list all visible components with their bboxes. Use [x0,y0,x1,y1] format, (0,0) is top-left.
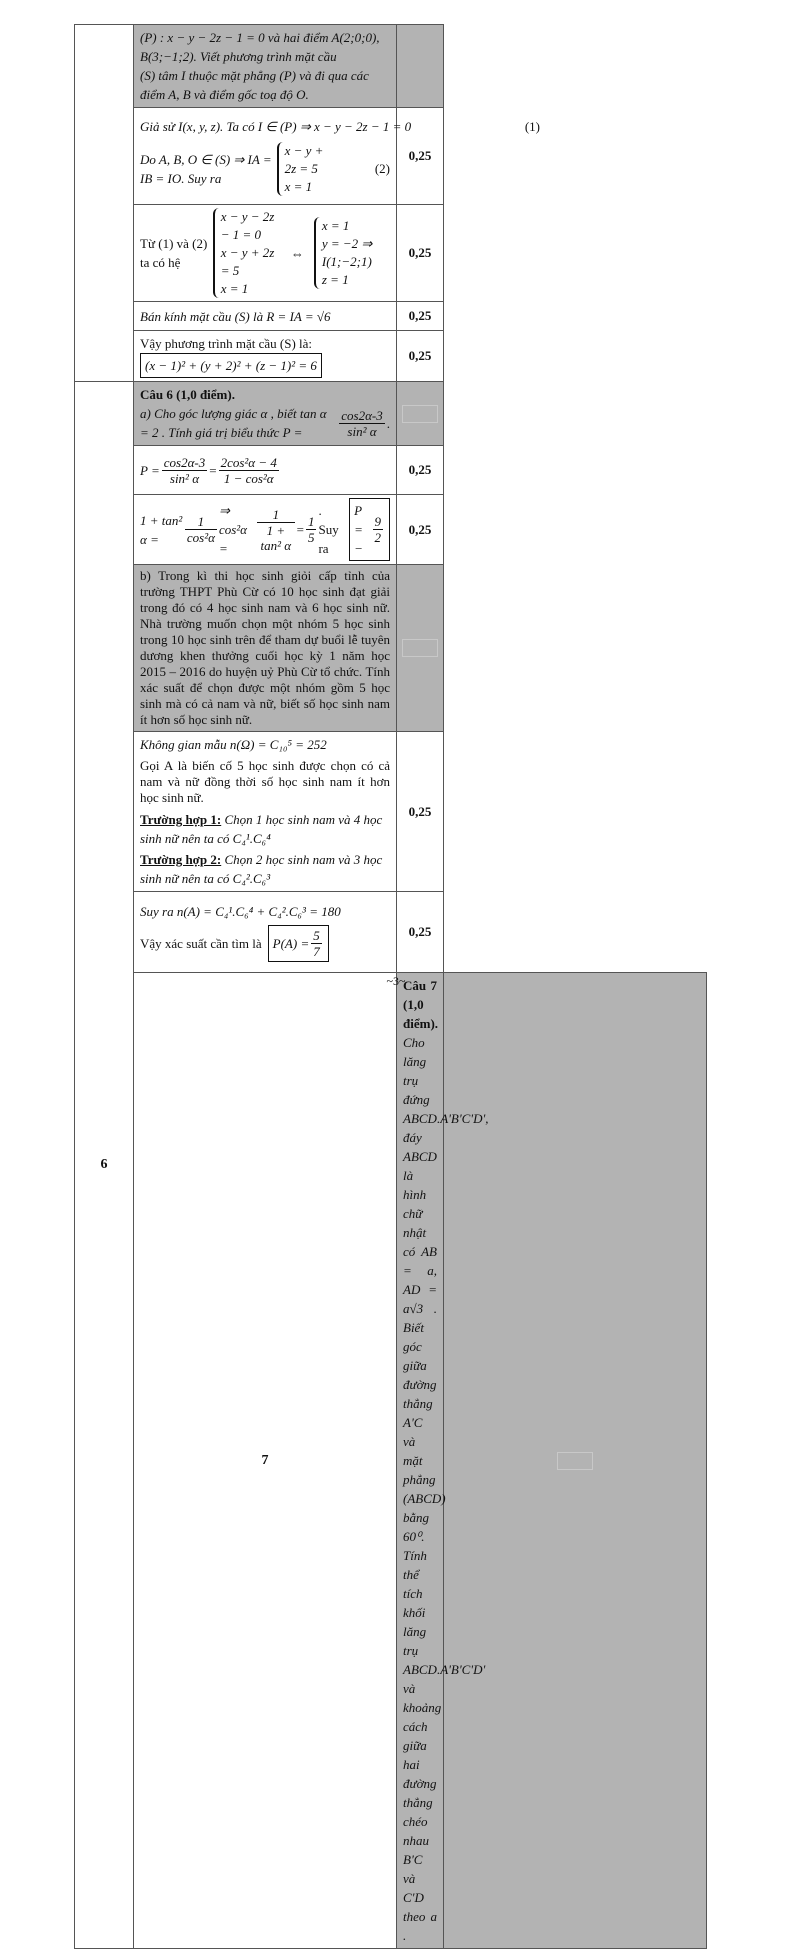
q5-step1-tag2: (2) [374,161,390,176]
q5-step2-system-a-eq1: x − y − 2z − 1 = 0 [220,209,275,242]
q5-step4-score: 0,25 [397,331,444,382]
q6-probability-num: 5 [313,928,320,943]
q5-step2-row [75,205,707,302]
q6-event-count: Suy ra n(A) = C₄¹.C₆⁴ + C₄².C₆³ = 180 [140,904,341,919]
q5-step3-score: 0,25 [397,302,444,331]
q5-step2-system-a-eq2: x − y + 2z = 5 [220,245,275,278]
q6-part-a-fraction-den: sin² α [347,423,377,439]
q6-part-b-prompt-row [75,565,707,732]
q5-step1-system [277,142,331,196]
q6-probability-den: 7 [313,944,320,959]
q6-probability-answer-box [268,925,329,962]
q6-b1-score: 0,25 [397,732,444,892]
q6-a2-fraction3-den: 5 [307,530,315,545]
q5-step1-tag1: (1) [524,118,540,134]
q5-step2-equivalence: ⇔ [290,245,304,261]
q5-step2-intro: Từ (1) và (2) ta có hệ [140,236,208,270]
q5-prompt-cell [134,25,397,108]
q7-prompt: Cho lăng trụ đứng ABCD.A'B'C'D', đáy ABCD là hình chữ nhật có AB = a, AD = a√3 . Biết góc giữa đường thẳng A'C và mặt phẳng (ABCD) bằng 60⁰. Tính thể tích khối lăng trụ ABCD.A'B'C'D' và khoảng cách giữa hai đường thẳng chéo nhau B'C và C'D theo a . [403,1035,489,1943]
q6-a1-fraction1-den: sin² α [169,470,200,486]
q6-a2-answer-num: 9 [374,514,381,529]
q6-a2-answer-prefix: P = − [354,503,363,556]
q6-part-a-fraction-num: cos2α-3 [341,407,383,423]
q5-step2-system-b-eq1: x = 1 [321,218,350,233]
q6-part-b-step2-row [75,892,707,973]
q5-step4-cell [134,331,397,382]
q6-a2-fraction1-num: 1 [185,514,217,530]
q6-case1-label: Trường hợp 1: [140,812,222,827]
q6-a1-equals: = [209,462,217,478]
q5-step2-cell [134,205,397,302]
q6-number: 6 [75,382,134,1949]
q5-step1-system-eq1: x − y + 2z = 5 [284,142,324,176]
q5-step1-line2: Do A, B, O ∈ (S) ⇒ IA = IB = IO. Suy ra [140,151,272,186]
q6-a1-fraction2 [219,455,279,486]
q6-a2-score: 0,25 [397,495,444,565]
q6-case1-text: Chọn 1 học sinh nam và 4 học sinh nữ nên ta có C₄¹.C₆⁴ [140,812,383,846]
q5-step1-line1: Giả sử I(x, y, z). Ta có I ∈ (P) ⇒ x − y − 2z − 1 = 0 [140,118,412,134]
q5-prompt-line2: (S) tâm I thuộc mặt phẳng (P) và đi qua các điểm A, B và điểm gốc toạ độ O. [140,68,369,102]
q5-step2-system-a-eq3: x = 1 [220,281,249,296]
score-placeholder-box [402,639,438,657]
q5-step2-system-a [213,208,281,298]
q6-a2-fraction1 [185,514,217,545]
q5-step2-system-b-eq3: z = 1 [321,272,349,287]
q6-part-a-prompt: a) Cho góc lượng giác α , biết tan α = 2 . Tính giá trị biểu thức P = [140,406,327,440]
q5-step2-score: 0,25 [397,205,444,302]
q6-part-a-step1-row [75,446,707,495]
q6-part-a-step2-cell: 1 + tan² α = $\frac{1}{\text{cos²α}}$ ⇒ cos²α = $\frac{1}{\text{1 + tan² α}}$ = $\frac{1}{5}$ . Suy ra P = − $\frac{9}{2}$ [134,495,397,565]
q6-a2-fraction2 [257,507,295,553]
q6-part-a-fraction [339,408,384,439]
q6-part-a-step2-row [75,495,707,565]
q6-a2-fraction3-num: 1 [307,514,315,529]
q6-a2-mid: ⇒ cos²α = [218,503,248,556]
q5-step2-system-b-eq2: y = −2 ⇒ I(1;−2;1) [321,236,373,269]
q5-prompt-line1: (P) : x − y − 2z − 1 = 0 và hai điểm A(2;0;0), B(3;−1;2). Viết phương trình mặt cầu [140,30,380,64]
q6-part-a-prompt-score-cell [397,382,444,446]
q6-part-b-step1-cell [134,732,397,892]
q5-step1-score: 0,25 [397,108,444,205]
q6-a2-answer-box [349,498,390,561]
q6-a1-fraction1 [162,455,207,486]
q6-part-b-prompt-cell [134,565,397,732]
q7-number: 7 [134,973,397,1949]
q7-prompt-row [75,973,707,1949]
q6-a2-post: . Suy ra [318,503,339,556]
q6-a1-lhs: P = [140,462,160,478]
q6-part-b-prompt: b) Trong kì thi học sinh giỏi cấp tỉnh của trường THPT Phù Cừ có 10 học sinh đạt giải trong đó có 4 học sinh nam và 6 học sinh nữ. Nhà trường muốn chọn một nhóm 5 học sinh trong 10 học sinh trên để tham dự buổi lễ tuyên dương khen thưởng cuối học kỳ 1 năm học 2015 – 2016 do huyện uỷ Phù Cừ tổ chức. Tính xác suất để chọn được một nhóm gồm 5 học sinh mà có cả nam và nữ, biết số học sinh nam ít hơn số học sinh nữ. [140,568,390,727]
q7-title: Câu 7 (1,0 điểm). [403,978,439,1031]
q6-a2-lhs: 1 + tan² α = [140,512,183,547]
q6-probability-prefix: P(A) = [272,936,310,951]
q5-conclusion-text: Vậy phương trình mặt cầu (S) là: [140,336,313,351]
q6-sample-space: Không gian mẫu n(Ω) = C₁₀⁵ = 252 [140,737,327,752]
q6-case2-label: Trường hợp 2: [140,852,222,867]
q6-title: Câu 6 (1,0 điểm). [140,387,235,402]
score-placeholder-box [402,405,438,423]
q6-a1-score: 0,25 [397,446,444,495]
q5-sphere-equation-box: (x − 1)² + (y + 2)² + (z − 1)² = 6 [140,353,322,378]
q6-probability-fraction [311,928,322,959]
q6-a2-fraction1-den: cos²α [186,530,215,545]
q6-part-b-step1-row [75,732,707,892]
q5-prompt-score-cell [397,25,444,108]
page-number-footer: ~3~ [386,974,406,988]
q5-step4-row [75,331,707,382]
q5-step3-cell [134,302,397,331]
q6-a1-fraction1-num: cos2α-3 [163,454,206,470]
q5-step1-system-eq2: x = 1 [284,178,313,194]
q5-prompt-row [75,25,707,108]
q6-a2-fraction2-den: 1 + tan² α [260,522,292,553]
q6-part-a-step1-cell [134,446,397,495]
q6-part-a-prompt-cell: Câu 6 (1,0 điểm). a) Cho góc lượng giác α , biết tan α = 2 . Tính giá trị biểu thức P = $\frac{\cos 2\alpha-3}{\text{sin² α}}$ . [134,382,397,446]
q5-radius-text: Bán kính mặt cầu (S) là R = IA = √6 [140,308,331,324]
q6-part-b-prompt-score-cell [397,565,444,732]
q6-part-b-step2-cell [134,892,397,973]
q5-step1-row [75,108,707,205]
q6-a2-answer-fraction [373,514,384,545]
q6-a2-answer-den: 2 [374,530,381,545]
q6-a2-fraction2-num: 1 [257,507,295,523]
q6-probability-text: Vậy xác suất cần tìm là [140,936,262,951]
q5-step3-row [75,302,707,331]
q6-b2-score: 0,25 [397,892,444,973]
q7-prompt-cell [397,973,489,1949]
q6-a1-fraction2-den: 1 − cos²α [223,470,274,486]
q6-event-definition: Gọi A là biến cố 5 học sinh được chọn có cả nam và nữ đồng thời số học sinh nam ít hơn học sinh nữ. [140,758,390,805]
q6-a1-fraction2-num: 2cos²α − 4 [220,454,277,470]
score-placeholder-box [557,1452,593,1470]
q6-case2-text: Chọn 2 học sinh nam và 3 học sinh nữ nên ta có C₄².C₆³ [140,852,383,886]
q5-number-cell [75,25,134,382]
q6-part-a-prompt-row [75,382,707,446]
q6-a2-fraction3 [306,514,317,545]
q5-step2-system-b [314,217,386,289]
